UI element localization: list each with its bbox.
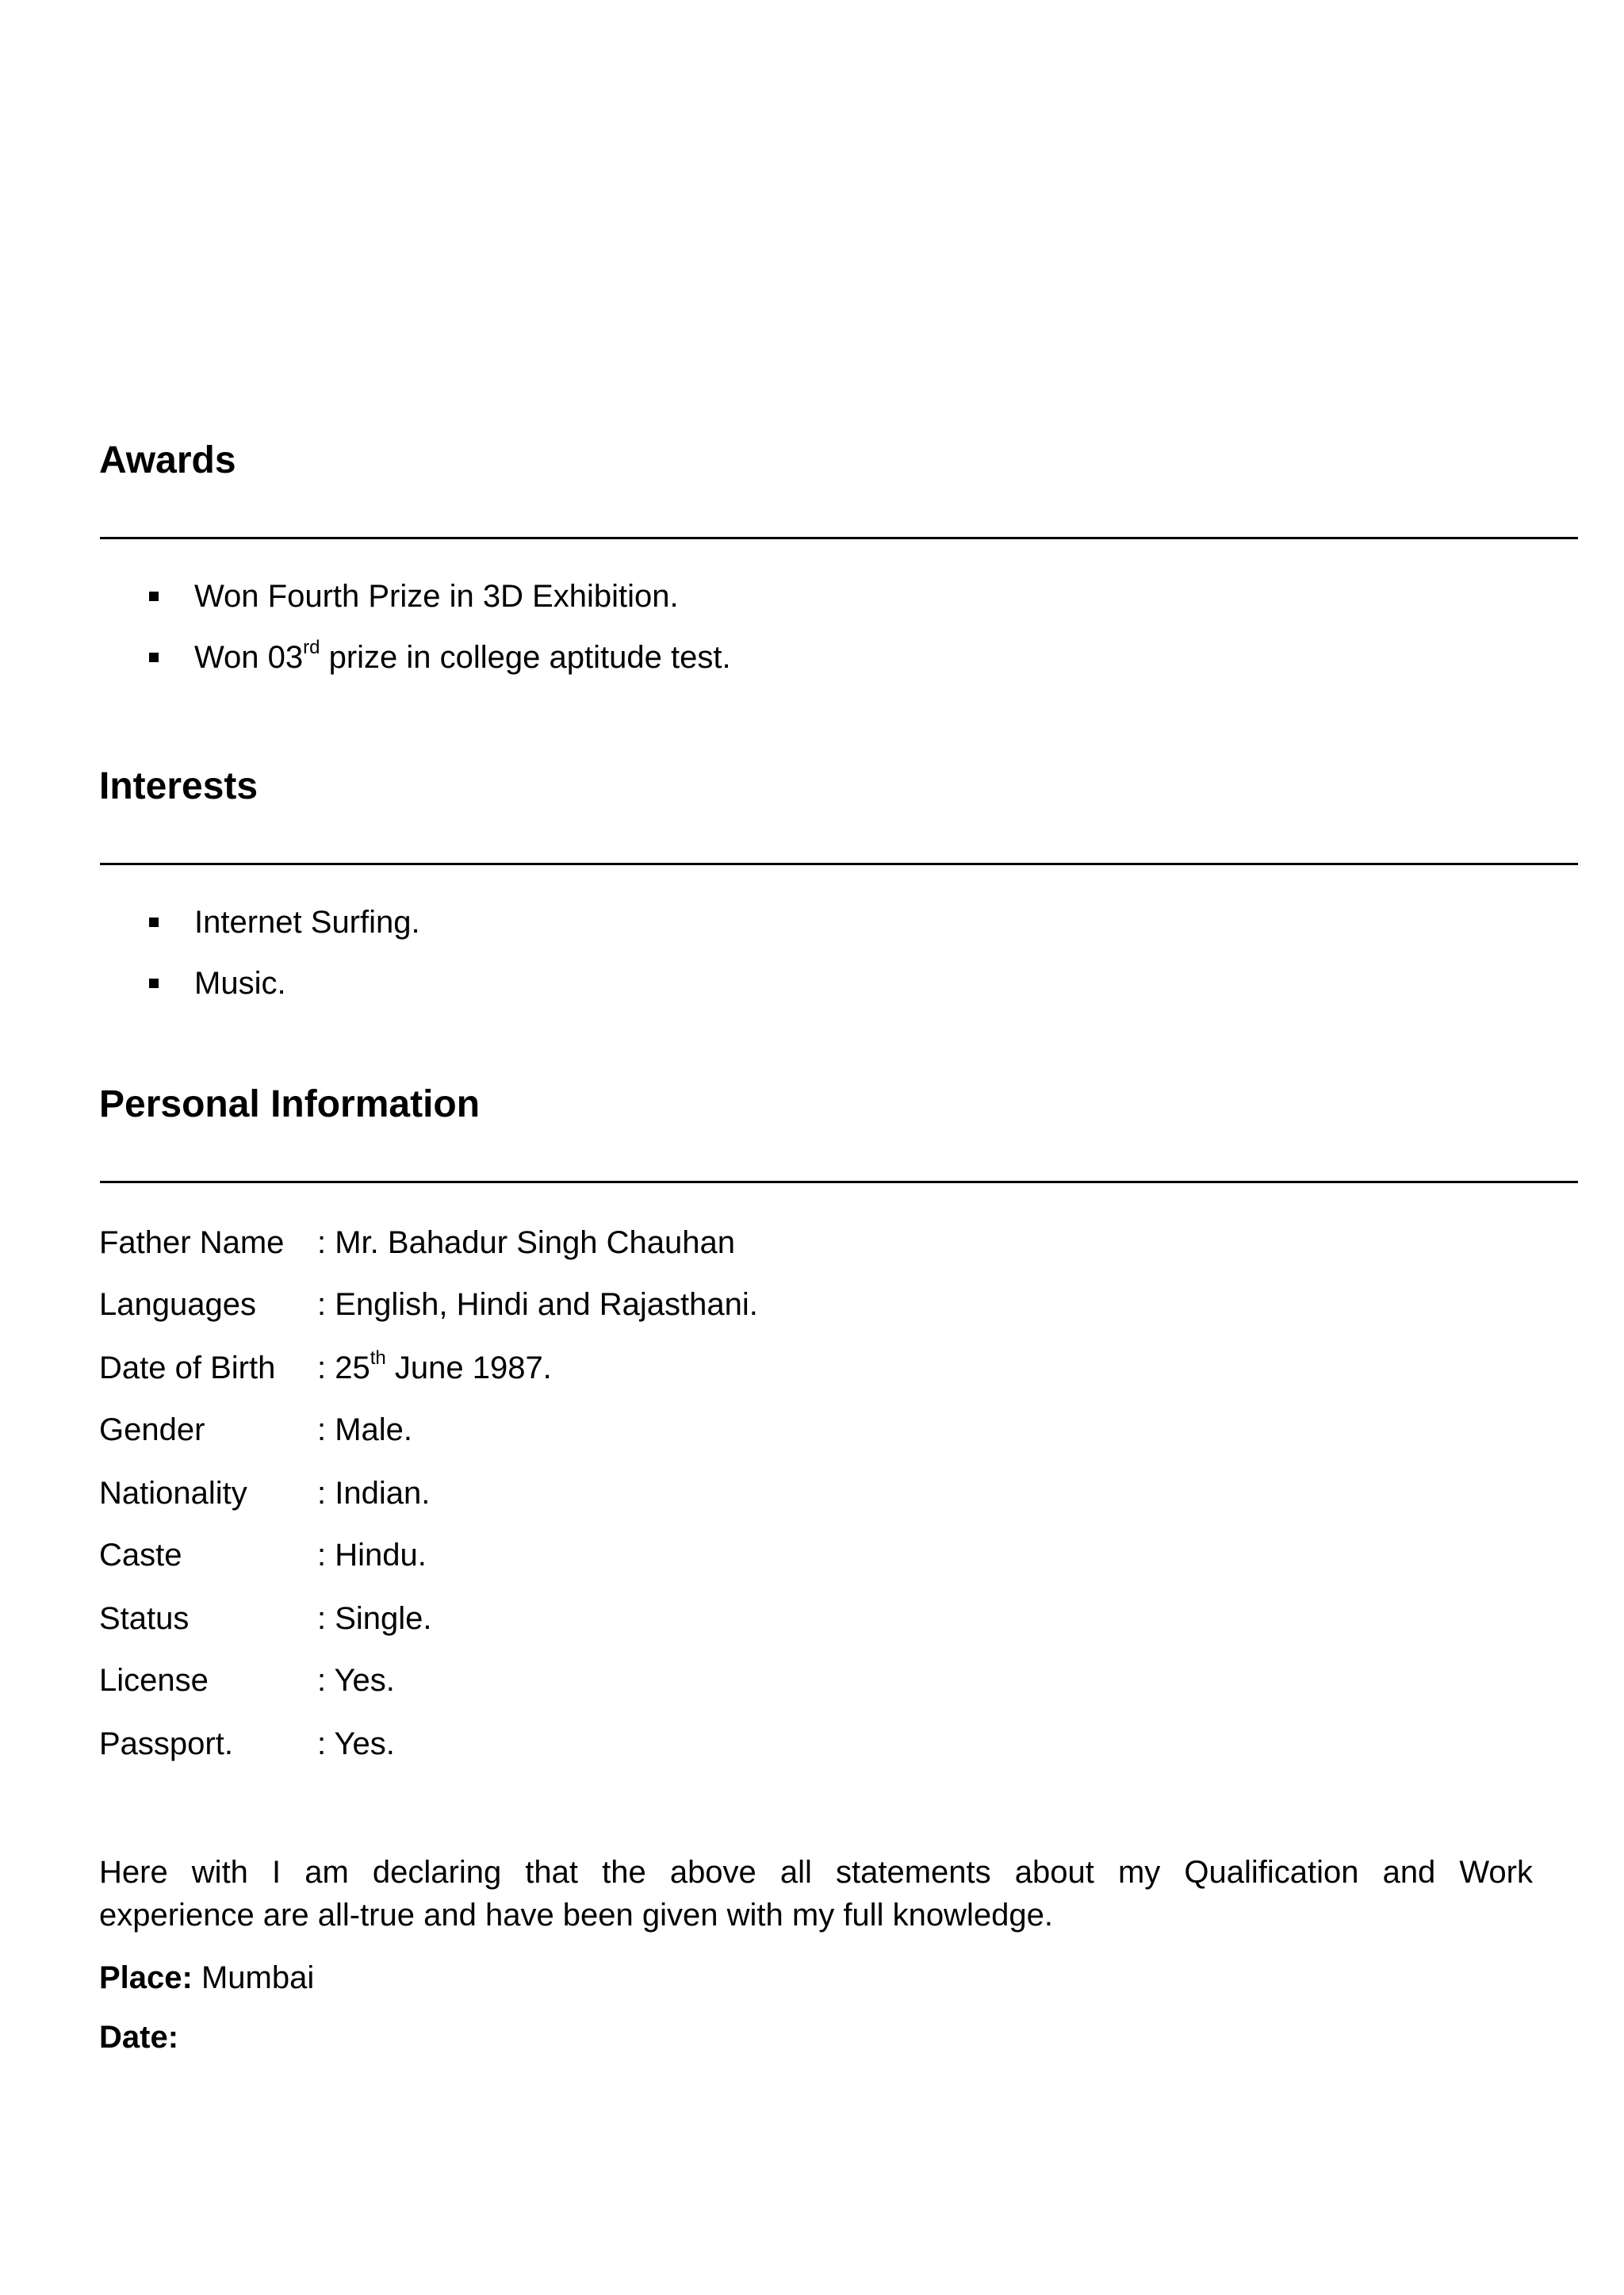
award-item: Won 03rd prize in college aptitude test. [194, 636, 731, 675]
declaration-line: experience are all-true and have been given with my full knowledge. [99, 1898, 1053, 1933]
info-value: : Hindu. [317, 1538, 427, 1573]
info-label: Gender [99, 1412, 205, 1447]
info-label: Passport. [99, 1726, 233, 1761]
personal-info-divider [100, 1181, 1578, 1183]
awards-divider [100, 537, 1578, 539]
date-label: Date: [99, 2020, 179, 2055]
info-value: : 25th June 1987. [317, 1347, 552, 1385]
info-label: Nationality [99, 1476, 247, 1511]
info-label: License [99, 1663, 209, 1698]
info-value: : Yes. [317, 1663, 395, 1698]
info-label: Date of Birth [99, 1351, 276, 1385]
personal-info-heading: Personal Information [99, 1083, 481, 1125]
info-value: : Mr. Bahadur Singh Chauhan [317, 1225, 736, 1260]
info-label: Languages [99, 1287, 256, 1322]
bullet-icon [149, 592, 159, 601]
interest-item: Music. [194, 966, 286, 1001]
place-value: Mumbai [201, 1960, 315, 1995]
info-value: : English, Hindi and Rajasthani. [317, 1287, 758, 1322]
info-label: Status [99, 1601, 190, 1636]
info-value: : Yes. [317, 1726, 395, 1761]
place-line [99, 1959, 314, 1997]
date-line [99, 2018, 178, 2056]
info-value: : Indian. [317, 1476, 431, 1511]
awards-heading: Awards [99, 439, 236, 481]
place-label: Place: [99, 1960, 193, 1995]
interests-divider [100, 863, 1578, 865]
info-value: : Male. [317, 1412, 413, 1447]
bullet-icon [149, 979, 159, 988]
bullet-icon [149, 653, 159, 662]
declaration-paragraph [99, 1851, 1533, 1937]
info-label: Father Name [99, 1225, 285, 1260]
declaration-line: Here with I am declaring that the above all statements about my Qualification and Work [99, 1855, 1533, 1890]
bullet-icon [149, 918, 159, 927]
award-item: Won Fourth Prize in 3D Exhibition. [194, 579, 679, 614]
interests-heading: Interests [99, 765, 259, 807]
info-label: Caste [99, 1538, 182, 1573]
interest-item: Internet Surfing. [194, 905, 420, 940]
info-value: : Single. [317, 1601, 432, 1636]
